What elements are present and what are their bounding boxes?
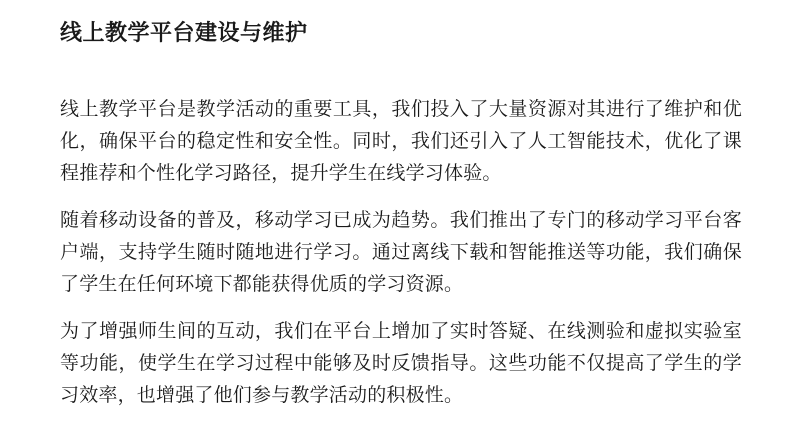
paragraph-platform-maintenance: 线上教学平台是教学活动的重要工具，我们投入了大量资源对其进行了维护和优化，确保平台的稳定性和安全性。同时，我们还引入了人工智能技术，优化了课程推荐和个性化学习路径，提升学生在线学习体验。 <box>60 99 742 184</box>
page-title: 线上教学平台建设与维护 <box>60 20 308 45</box>
paragraph-interaction-features: 为了增强师生间的互动，我们在平台上增加了实时答疑、在线测验和虚拟实验室等功能，使学生在学习过程中能够及时反馈指导。这些功能不仅提高了学生的学习效率，也增强了他们参与教学活动的积极性。 <box>60 321 742 406</box>
paragraph-mobile-learning: 随着移动设备的普及，移动学习已成为趋势。我们推出了专门的移动学习平台客户端，支持学生随时随地进行学习。通过离线下载和智能推送等功能，我们确保了学生在任何环境下都能获得优质的学习资源。 <box>60 210 742 295</box>
